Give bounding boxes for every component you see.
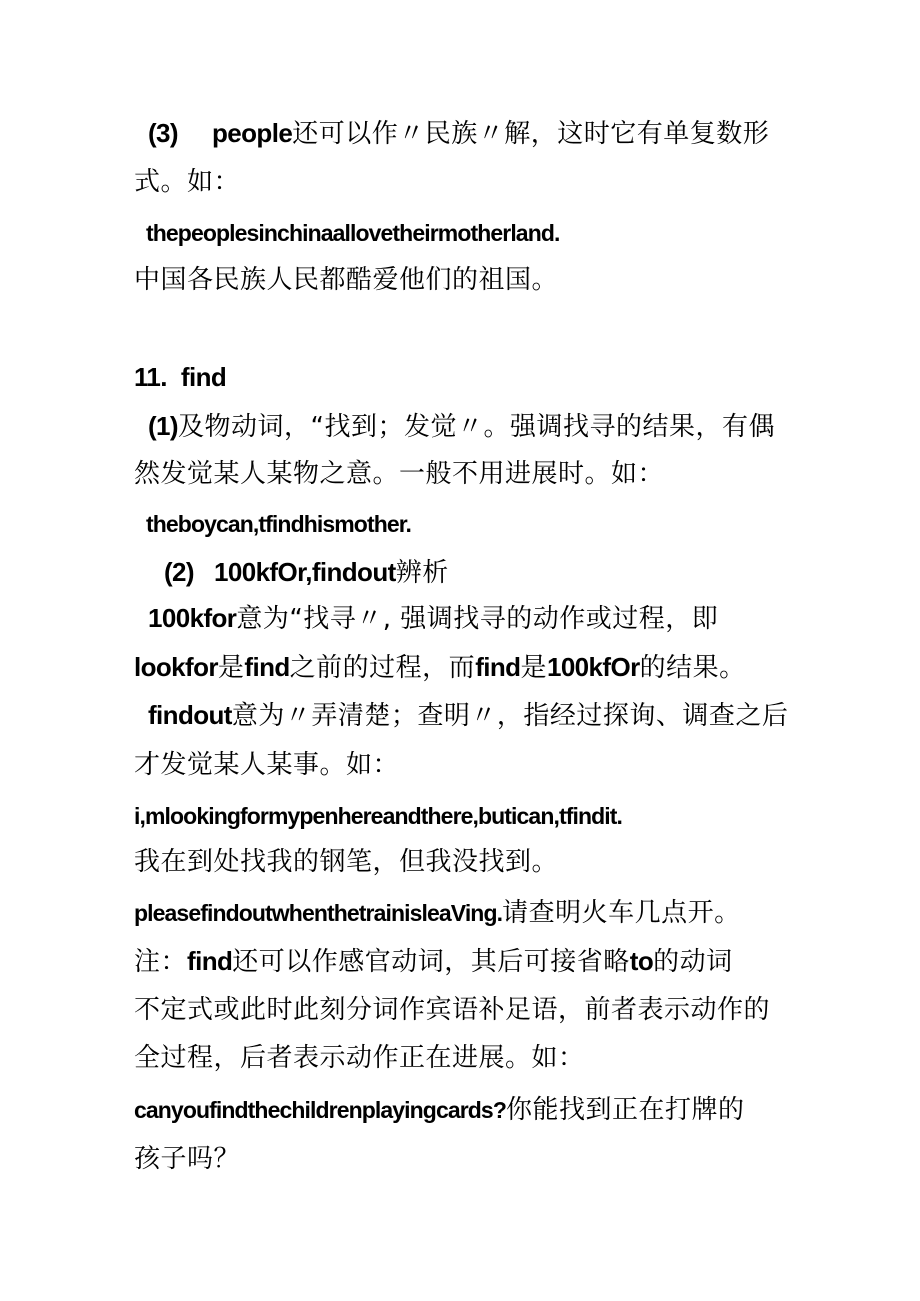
example3-line <box>134 1093 744 1127</box>
example1: i,mlookingformypenhereandthere,butican,tfindit. <box>134 803 623 829</box>
section3-number: (3) <box>148 118 178 148</box>
note-line2: 不定式或此时此刻分词作宾语补足语，前者表示动作的 <box>134 995 771 1025</box>
point1-example: theboycan,tfindhismother. <box>146 511 412 537</box>
lookfor-text-c: 是 <box>520 653 547 683</box>
section3-translation: 中国各民族人民都酷爱他们的祖国。 <box>134 265 559 295</box>
lookfor-text-b: 之前的过程，而 <box>289 653 476 683</box>
section3-intro-line1 <box>148 116 769 151</box>
note-find-word: find <box>187 946 233 976</box>
note-text-a: 还可以作感官动词，其后可接省略 <box>232 947 630 977</box>
findout-term: findout <box>148 700 232 730</box>
lookfor-line2 <box>134 650 746 685</box>
point1-text: 及物动词，“找到；发觉〃。强调找寻的结果，有偶 <box>177 412 775 442</box>
point2-text: 辨析 <box>395 558 449 588</box>
find-word-a: find <box>244 652 290 682</box>
lookfor-word-b: 100kfOr <box>546 652 640 682</box>
lookfor-text-d: 的结果。 <box>639 653 746 683</box>
section3-keyword: people <box>211 118 293 148</box>
example3: canyoufindthechildrenplayingcards? <box>134 1097 506 1123</box>
point1-line1 <box>148 409 775 444</box>
example2-line <box>134 896 741 930</box>
point2-words: 100kfOr,findout <box>213 557 396 587</box>
note-text-b: 的动词 <box>653 947 733 977</box>
find-word-b: find <box>475 652 521 682</box>
point1-line2: 然发觉某人某物之意。一般不用进展时。如： <box>134 459 665 489</box>
note-line1 <box>134 944 733 979</box>
section11-keyword: find <box>180 362 227 392</box>
point1-number: (1) <box>148 411 178 441</box>
point2-number: (2) <box>164 557 194 587</box>
lookfor-text-a: 是 <box>217 653 245 683</box>
lookfor-word: lookfor <box>134 652 218 682</box>
example1-translation: 我在到处找我的钢笔，但我没找到。 <box>134 847 559 877</box>
note-to-word: to <box>629 946 654 976</box>
note-label: 注： <box>134 947 188 977</box>
findout-text: 意为〃弄清楚；查明〃，指经过探询、调查之后 <box>231 701 789 731</box>
section3-intro-line2: 式。如： <box>134 167 241 197</box>
lookfor-text: 意为“找寻〃, 强调找寻的动作或过程，即 <box>236 604 719 634</box>
example2: pleasefindoutwhenthetrainisleaVing. <box>134 900 503 926</box>
section11-heading <box>134 360 226 395</box>
example2-translation: 请查明火车几点开。 <box>502 898 741 928</box>
findout-line1 <box>148 698 788 733</box>
note-line3: 全过程，后者表示动作正在进展。如： <box>134 1043 585 1073</box>
lookfor-term: 100kfor <box>148 603 237 633</box>
section3-text: 还可以作〃民族〃解，这时它有单复数形 <box>292 119 770 149</box>
section3-example: thepeoplesinchinaallovetheirmotherland. <box>146 220 560 246</box>
example3-translation-b: 孩子吗？ <box>134 1144 241 1174</box>
point2-line <box>164 555 449 590</box>
findout-line2: 才发觉某人某事。如： <box>134 750 400 780</box>
section11-number: 11. <box>134 362 167 392</box>
lookfor-line1 <box>148 601 718 636</box>
example3-translation-a: 你能找到正在打牌的 <box>505 1095 745 1125</box>
